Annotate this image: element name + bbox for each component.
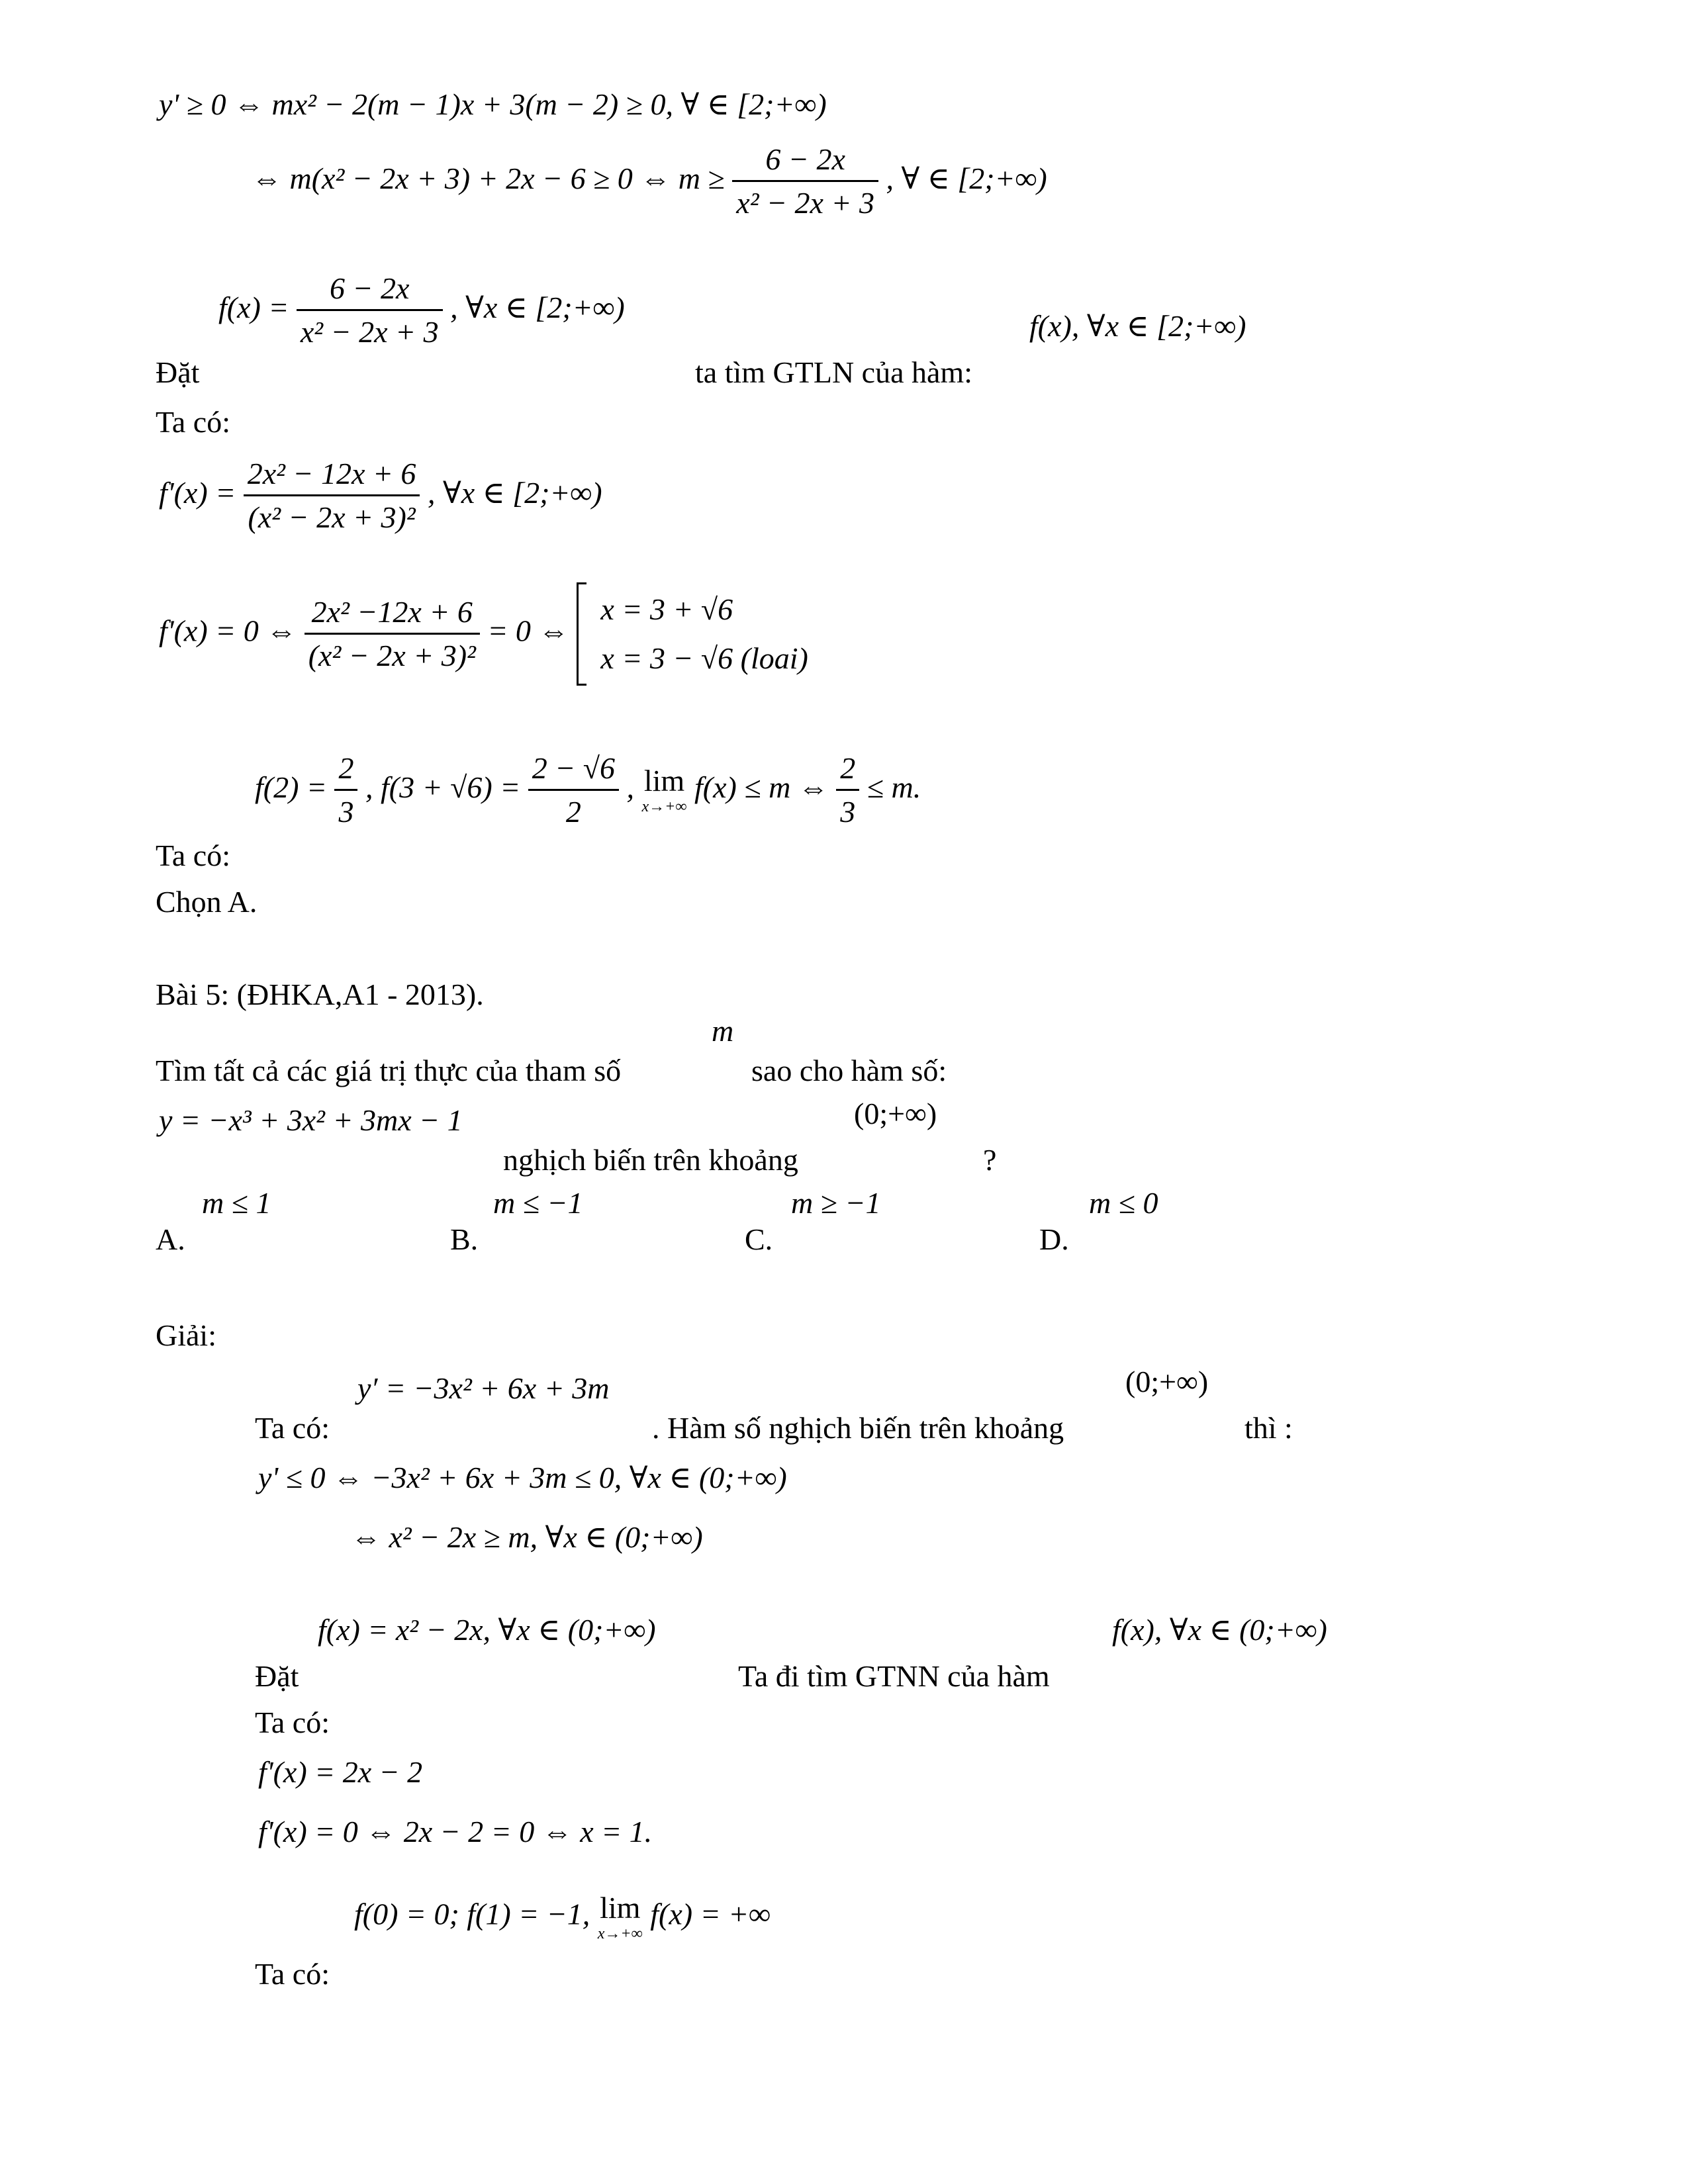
taco-4: Ta có:: [255, 1706, 330, 1739]
l2-den: x² − 2x + 3: [732, 180, 878, 221]
case-1: x = 3 + √6: [600, 592, 733, 627]
dat-2: Đặt: [255, 1659, 299, 1693]
limit-2: [598, 1893, 643, 1942]
bai5-heading: Bài 5: (ĐHKA,A1 - 2013).: [156, 978, 484, 1011]
option-b-value: m ≤ −1: [493, 1186, 583, 1220]
thi-text: thì :: [1244, 1411, 1293, 1445]
function-expression: y = −x³ + 3x² + 3mx − 1: [159, 1103, 463, 1137]
vals-frac-1: [334, 751, 357, 830]
vals-comma: ,: [626, 770, 635, 804]
f-prime-zero: [159, 582, 808, 686]
vals-f3-den: 3: [836, 789, 859, 830]
y-prime-def: y′ = −3x² + 6x + 3m: [357, 1371, 610, 1405]
f-prime-2-zero: f'(x) = 0 ⇔ 2x − 2 = 0 ⇔ x = 1.: [258, 1815, 653, 1848]
f2-definition: f(x) = x² − 2x, ∀x ∈ (0;+∞): [318, 1613, 656, 1647]
fp-den: (x² − 2x + 3)²: [244, 494, 420, 535]
option-a[interactable]: A.: [156, 1222, 185, 1256]
vals-mid: , f(3 + √6) =: [365, 770, 521, 804]
f-def-num: 6 − 2x: [330, 271, 410, 305]
option-c-value: m ≥ −1: [791, 1186, 881, 1220]
solution-cases: [600, 585, 808, 682]
vals-f3-num: 2: [840, 751, 856, 785]
vals-f2-den: 2: [528, 789, 619, 830]
taco-5: Ta có:: [255, 1957, 330, 1991]
fp0-mid: = 0 ⇔: [487, 614, 569, 648]
vals-pre: f(2) =: [255, 770, 327, 804]
option-d[interactable]: D.: [1039, 1222, 1069, 1256]
l2-pre: ⇔ m(x² − 2x + 3) + 2x − 6 ≥ 0 ⇔ m ≥: [252, 161, 725, 195]
vals-f2-num: 2 − √6: [532, 751, 616, 785]
interval-2: (0;+∞): [1125, 1365, 1209, 1398]
gtnn-text: Ta đi tìm GTNN của hàm: [738, 1659, 1050, 1693]
case-2: x = 3 − √6 (loai): [600, 641, 808, 675]
interval-1: (0;+∞): [854, 1097, 937, 1130]
option-b[interactable]: B.: [450, 1222, 479, 1256]
fp-pre: f'(x) =: [159, 475, 236, 510]
vals-post1: f(x) ≤ m ⇔: [694, 770, 829, 804]
lim-sub: x→+∞: [641, 798, 687, 816]
vals-f1-num: 2: [338, 751, 354, 785]
inequality-2: ⇔ x² − 2x ≥ m, ∀x ∈ (0;+∞): [351, 1520, 703, 1554]
option-d-value: m ≤ 0: [1089, 1186, 1158, 1220]
values-line-2: [354, 1893, 771, 1942]
f-def-post: , ∀x ∈ [2;+∞): [450, 290, 625, 324]
gtln-text: ta tìm GTLN của hàm:: [695, 355, 972, 389]
line-y-prime-inequality: y' ≥ 0 ⇔ mx² − 2(m − 1)x + 3(m − 2) ≥ 0, ∀ ∈ [2;+∞): [159, 87, 827, 121]
taco-1: Ta có:: [156, 405, 231, 439]
option-a-value: m ≤ 1: [202, 1186, 271, 1220]
lim2-sub: x→+∞: [597, 1925, 643, 1942]
nghich-text: nghịch biến trên khoảng: [503, 1143, 798, 1177]
f-domain-right: f(x), ∀x ∈ [2;+∞): [1029, 309, 1246, 343]
fp0-pre: f'(x) = 0 ⇔: [159, 614, 297, 648]
dat-label: Đặt: [156, 355, 200, 389]
f2-right: f(x), ∀x ∈ (0;+∞): [1112, 1613, 1327, 1647]
vals2-pre: f(0) = 0; f(1) = −1,: [354, 1897, 590, 1931]
l2-post: , ∀ ∈ [2;+∞): [886, 161, 1047, 195]
l2-fraction: [732, 142, 878, 221]
taco-3: Ta có:: [255, 1411, 330, 1445]
f-definition: [218, 271, 625, 350]
fp-num: 2x² − 12x + 6: [247, 457, 416, 490]
chon-answer: Chọn A.: [156, 885, 258, 919]
f-def-fraction: [297, 271, 443, 350]
f-def-pre: f(x) =: [218, 290, 289, 324]
vals-frac-2: [528, 751, 619, 830]
fp0-den: (x² − 2x + 3)²: [305, 633, 480, 674]
solution-bracket: [577, 582, 586, 686]
m-variable: m: [712, 1014, 734, 1048]
tim-text: Tìm tất cả các giá trị thực của tham số: [156, 1054, 622, 1087]
fp0-fraction: [305, 595, 480, 674]
line-m-inequality: [252, 142, 1047, 221]
fp0-num: 2x² −12x + 6: [311, 594, 473, 629]
limit-1: [642, 766, 687, 815]
vals-frac-3: [836, 751, 859, 830]
l2-num: 6 − 2x: [765, 142, 845, 176]
fp-post: , ∀x ∈ [2;+∞): [427, 475, 602, 510]
values-line: [255, 751, 921, 830]
lim2-word: lim: [600, 1891, 641, 1925]
vals-f1-den: 3: [334, 789, 357, 830]
vals-post2: ≤ m.: [867, 770, 921, 804]
giai-heading: Giải:: [156, 1318, 216, 1352]
f-prime-2: f'(x) = 2x − 2: [258, 1755, 423, 1789]
hamso-text: . Hàm số nghịch biến trên khoảng: [652, 1411, 1064, 1445]
lim-word: lim: [643, 764, 685, 798]
inequality-1: y' ≤ 0 ⇔ −3x² + 6x + 3m ≤ 0, ∀x ∈ (0;+∞): [258, 1461, 787, 1494]
option-c[interactable]: C.: [745, 1222, 773, 1256]
vals2-post: f(x) = +∞: [650, 1897, 771, 1931]
taco-2: Ta có:: [156, 839, 231, 872]
f-def-den: x² − 2x + 3: [297, 309, 443, 350]
sao-text: sao cho hàm số:: [751, 1054, 947, 1087]
fp-fraction: [244, 457, 420, 535]
f-prime-expression: [159, 457, 602, 535]
question-mark: ?: [983, 1143, 997, 1177]
